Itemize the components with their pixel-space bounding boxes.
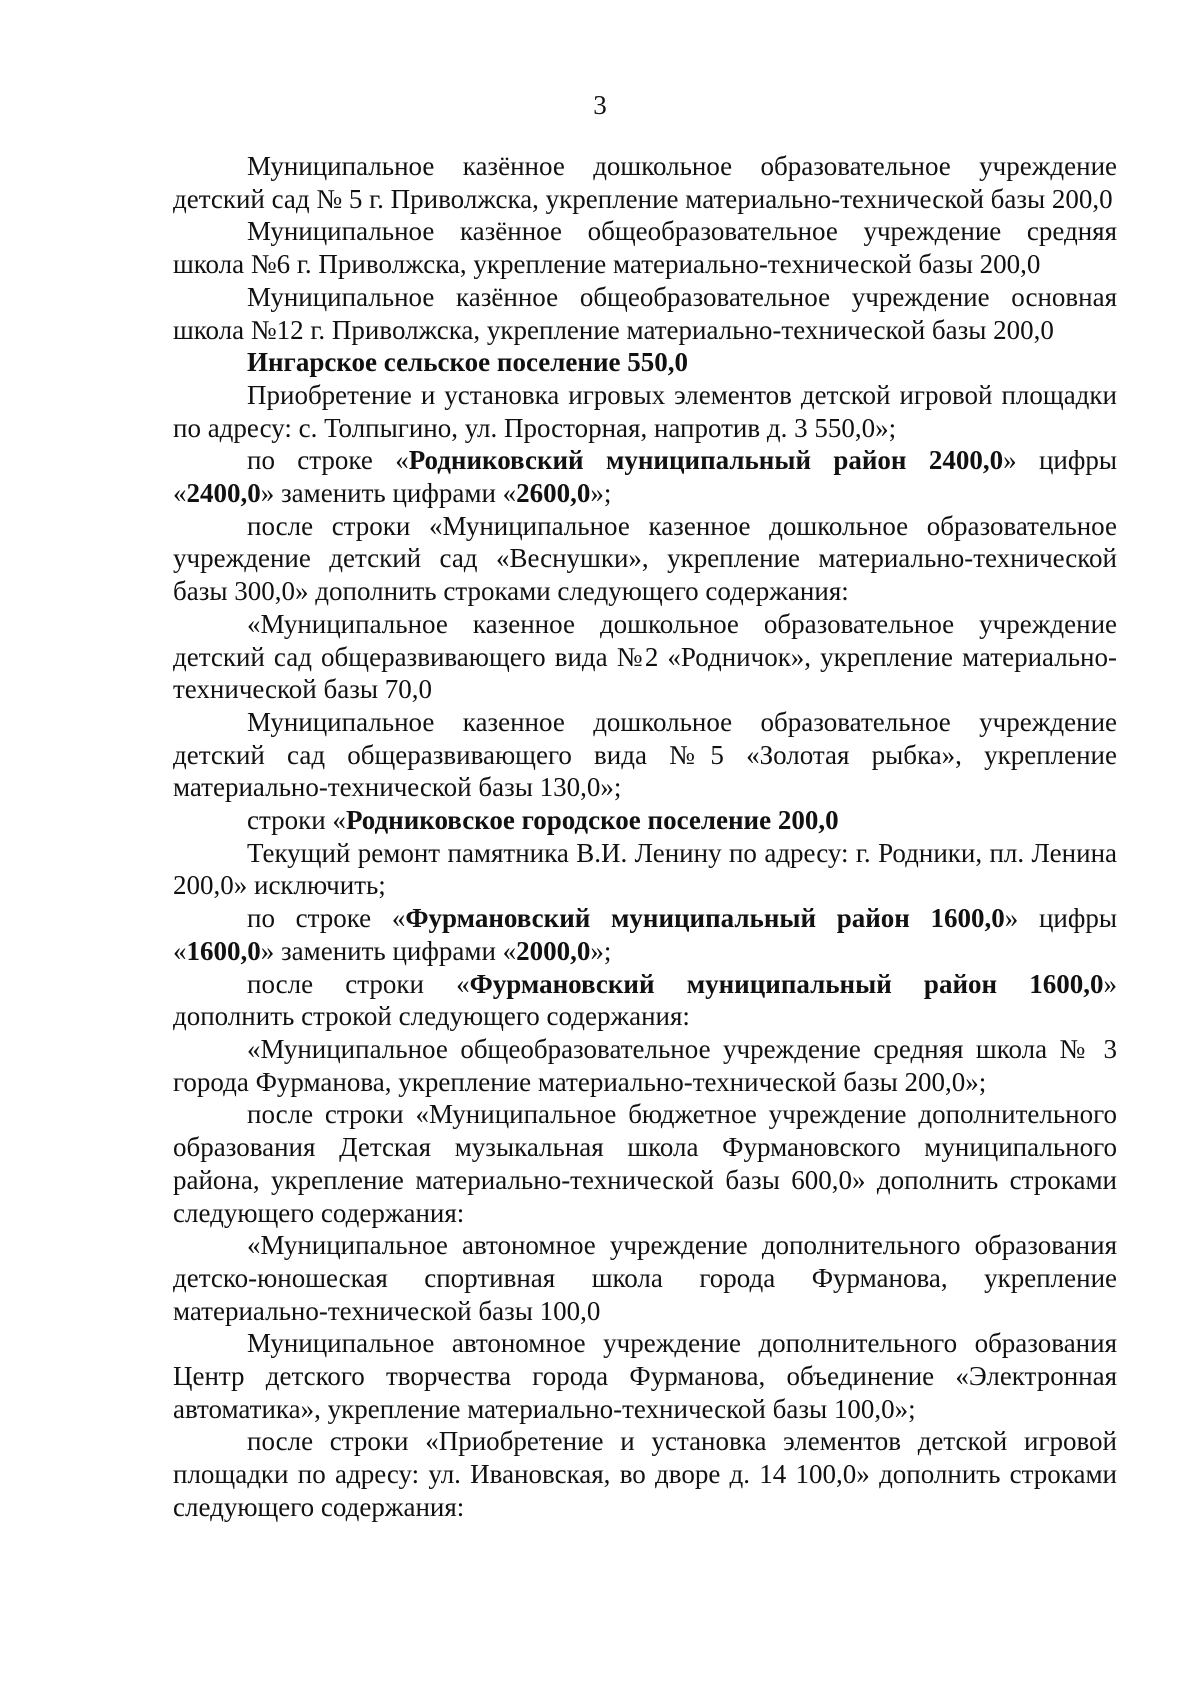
text-run: по строке « <box>247 903 406 934</box>
document-paragraph <box>173 902 1117 967</box>
text-run: Текущий ремонт памятника В.И. Ленину по адресу: г. Родники, пл. Ленина 200,0» исключить; <box>173 837 1117 901</box>
bold-text-run: 1600,0 <box>186 935 261 966</box>
document-paragraph <box>173 510 1117 608</box>
text-run: Муниципальное казённое дошкольное образовательное учреждение детский сад № 5 г. Приволжска, укрепление материально-технической базы 200,0 <box>173 151 1117 214</box>
bold-text-run: 2600,0 <box>516 478 591 509</box>
bold-text-run: Фурмановский муниципальный район 1600,0 <box>469 968 1104 999</box>
text-run: Муниципальное казённое общеобразовательное учреждение основная школа №12 г. Приволжска, укрепление материально-технической базы 200,0 <box>173 281 1117 345</box>
text-run: »; <box>590 935 612 966</box>
document-paragraph <box>173 444 1117 509</box>
document-paragraph <box>173 968 1117 1033</box>
document-paragraph <box>173 608 1117 706</box>
document-paragraph <box>173 215 1117 280</box>
document-paragraph <box>173 1425 1117 1523</box>
text-run: после строки « <box>247 968 470 999</box>
document-paragraph <box>173 150 1117 215</box>
text-run: Муниципальное автономное учреждение дополнительного образования Центр детского творчества города Фурманова, объединение «Электронная автоматика», укрепление материально-технической базы 100,0»; <box>173 1328 1117 1424</box>
text-run: после строки «Приобретение и установка элементов детской игровой площадки по адресу: ул. Ивановская, во дворе д. 14 100,0» дополнить строками следующего содержания: <box>173 1426 1117 1522</box>
text-run: строки « <box>247 805 346 836</box>
bold-text-run: Фурмановский муниципальный район 1600,0 <box>405 903 1005 934</box>
text-run: » заменить цифрами « <box>260 935 517 966</box>
document-paragraph <box>173 1098 1117 1229</box>
text-run: Муниципальное казённое общеобразовательное учреждение средняя школа №6 г. Приволжска, укрепление материально-технической базы 200,0 <box>173 216 1117 280</box>
document-paragraph <box>173 706 1117 804</box>
bold-text-run: Ингарское сельское поселение 550,0 <box>247 347 688 378</box>
page-number: 3 <box>593 90 607 120</box>
document-paragraph <box>173 1033 1117 1098</box>
document-paragraph <box>173 1229 1117 1327</box>
document-paragraph <box>173 379 1117 444</box>
document-paragraph <box>173 804 1117 837</box>
bold-text-run: Родниковское городское поселение 200,0 <box>345 805 839 836</box>
document-paragraph <box>173 346 1117 379</box>
text-run: Муниципальное казенное дошкольное образовательное учреждение детский сад общеразвивающего вида №5 «Золотая рыбка», укрепление материально-технической базы 130,0»; <box>173 706 1117 803</box>
document-body <box>173 150 1117 1524</box>
text-run: после строки «Муниципальное бюджетное учреждение дополнительного образования Детская музыкальная школа Фурмановского муниципального района, укрепление материально-технической базы 600,0» дополнить строками следующего содержания: <box>173 1099 1117 1228</box>
bold-text-run: 2000,0 <box>516 935 591 966</box>
text-run: » заменить цифрами « <box>260 478 517 509</box>
document-paragraph <box>173 837 1117 902</box>
text-run: »; <box>590 478 612 509</box>
bold-text-run: Родниковский муниципальный район 2400,0 <box>408 445 1004 476</box>
text-run: » цифры « <box>173 445 1117 509</box>
text-run: «Муниципальное казенное дошкольное образовательное учреждение детский сад общеразвивающего вида №2 «Родничок», укрепление материально-технической базы 70,0 <box>173 608 1117 705</box>
bold-text-run: 2400,0 <box>186 478 261 509</box>
document-paragraph <box>173 281 1117 346</box>
text-run: после строки «Муниципальное казенное дошкольное образовательное учреждение детский сад «Веснушки», укрепление материально-технической базы 300,0» дополнить строками следующего содержания: <box>173 510 1117 607</box>
text-run: «Муниципальное автономное учреждение дополнительного образования детско-юношеская спортивная школа города Фурманова, укрепление материально-технической базы 100,0 <box>173 1230 1117 1326</box>
document-paragraph <box>173 1327 1117 1425</box>
text-run: » дополнить строкой следующего содержания: <box>173 968 1117 1032</box>
text-run: » цифры « <box>173 903 1117 966</box>
text-run: Приобретение и установка игровых элементов детской игровой площадки по адресу: с. Толпыгино, ул. Просторная, напротив д. 3 550,0»; <box>173 379 1117 443</box>
text-run: «Муниципальное общеобразовательное учреждение средняя школа № 3 города Фурманова, укрепление материально-технической базы 200,0»; <box>173 1033 1117 1097</box>
text-run: по строке « <box>247 445 409 476</box>
